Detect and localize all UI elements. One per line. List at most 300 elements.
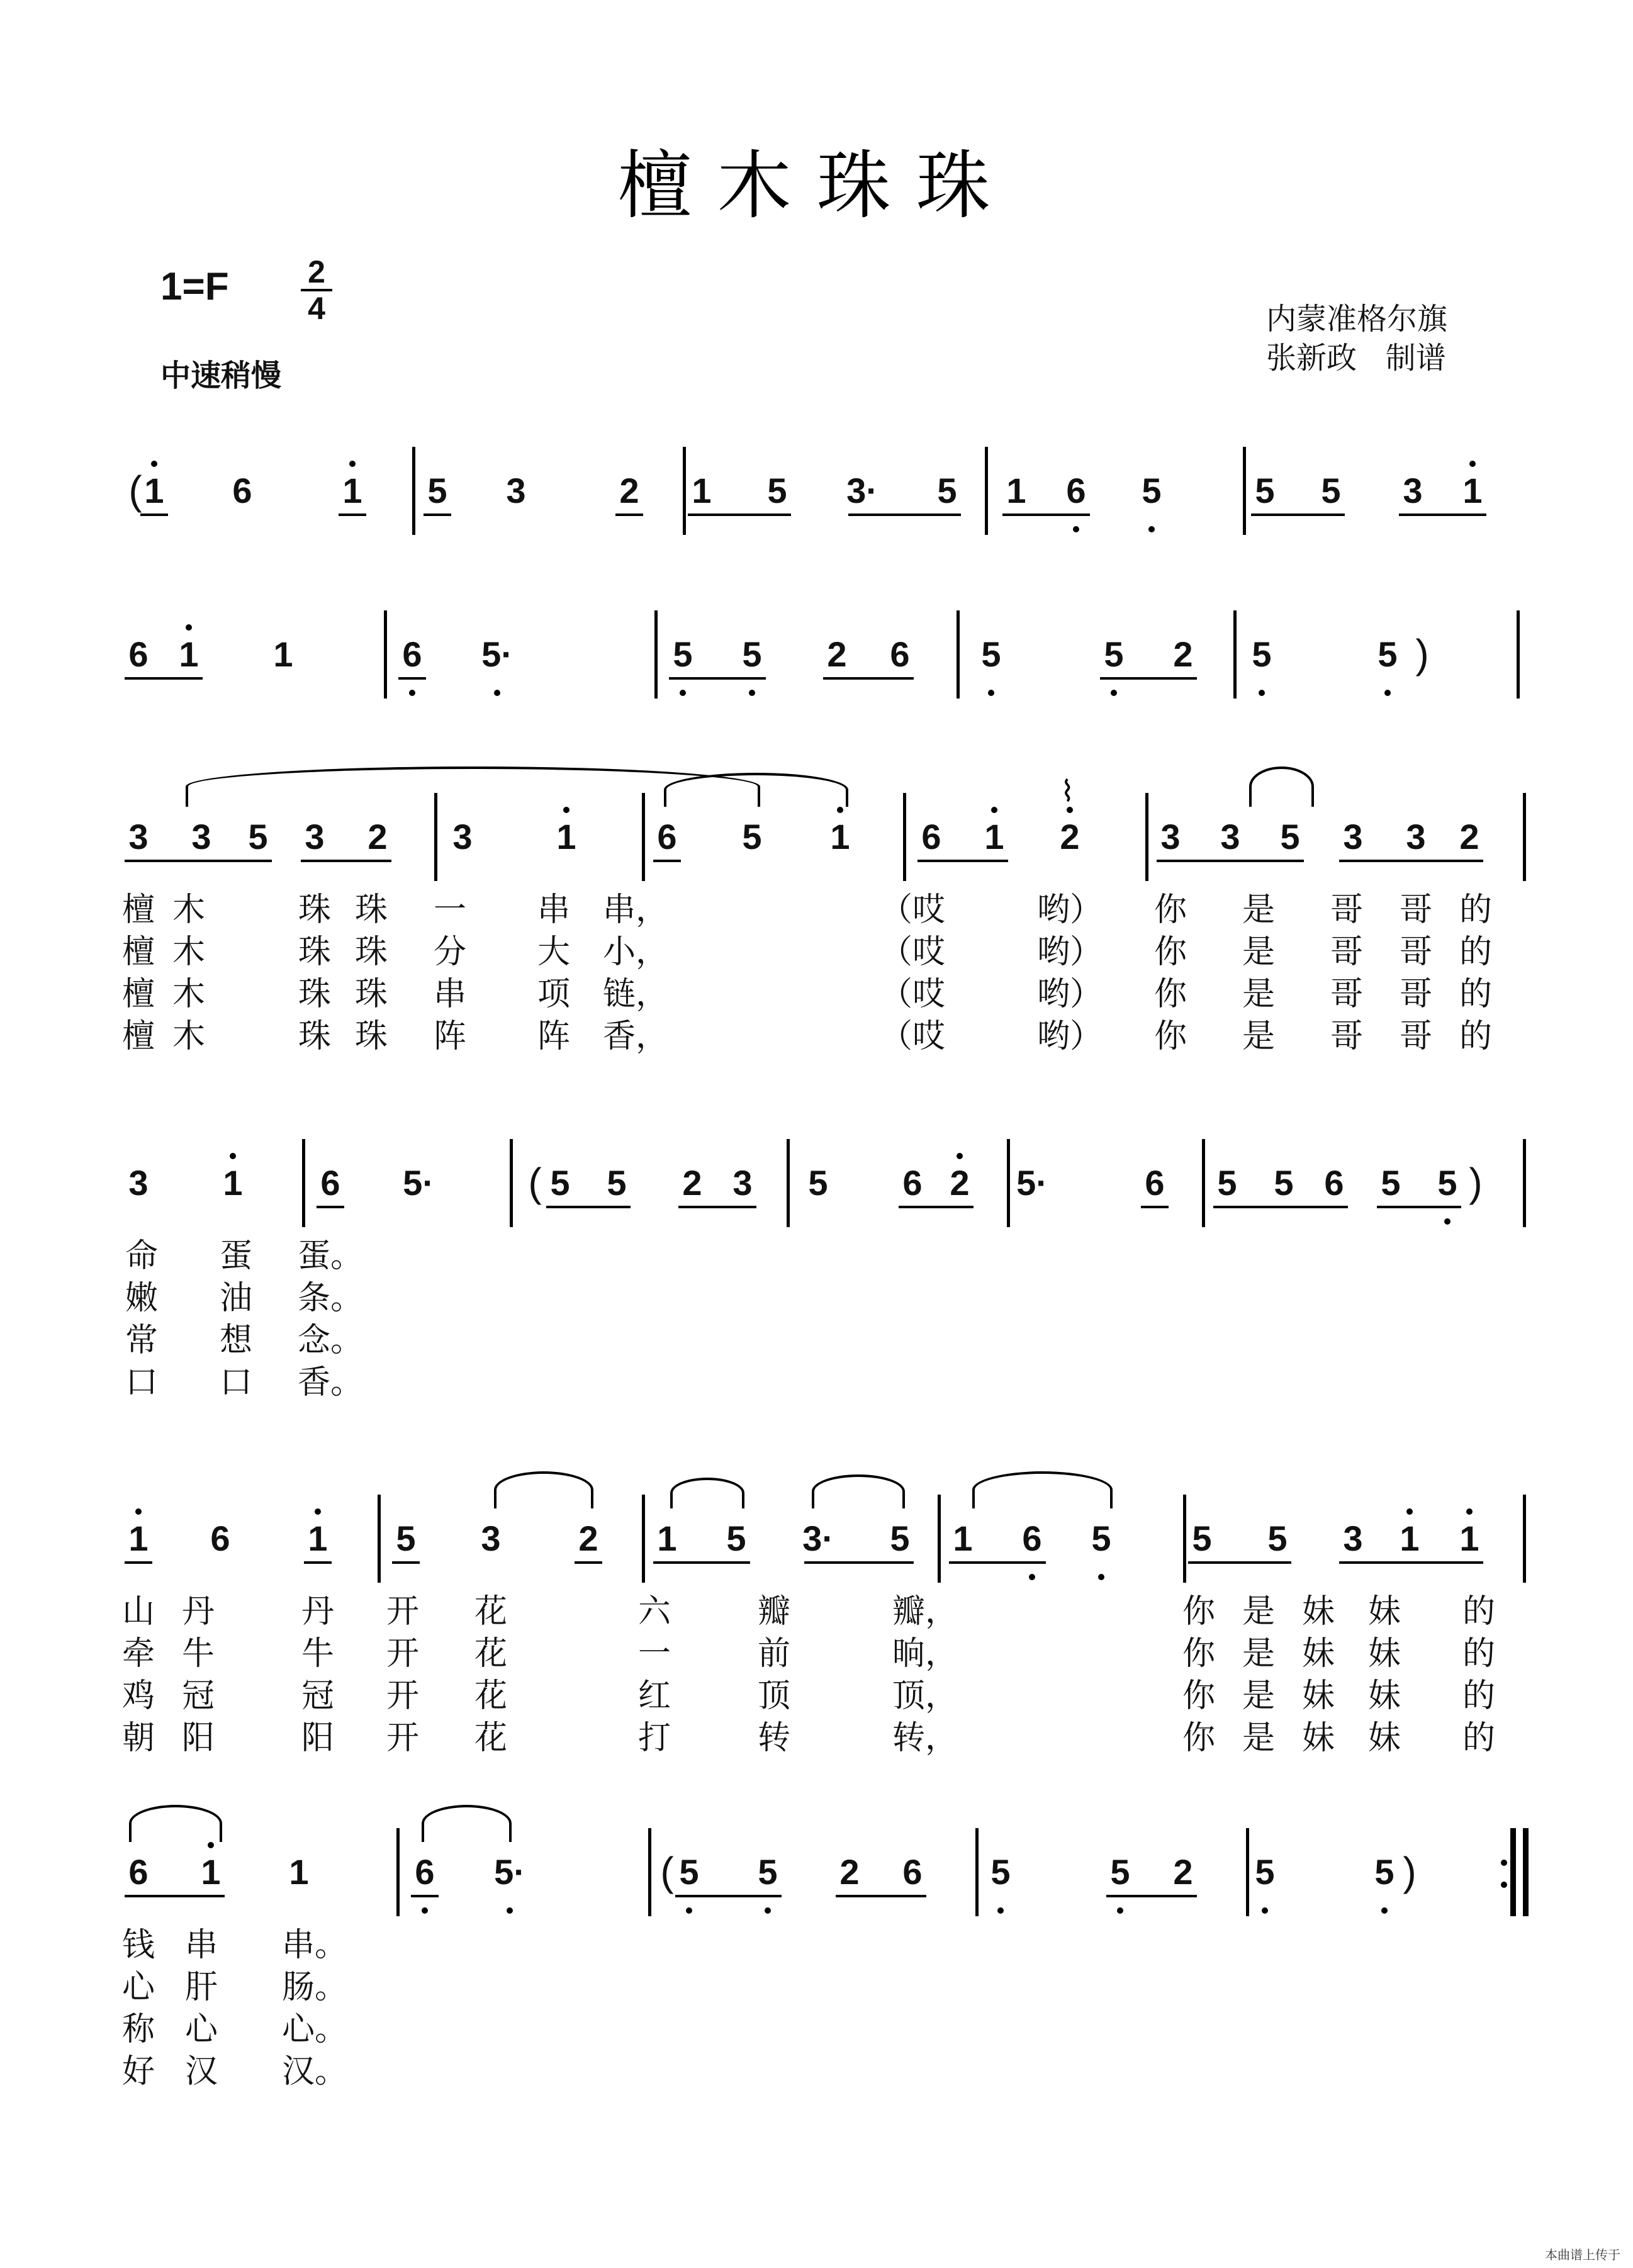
lyric-char: 打 [637, 1719, 671, 1757]
bar-line [1007, 1139, 1010, 1227]
lyric-char: 你 [1153, 933, 1187, 971]
bar-line [1246, 1828, 1249, 1916]
note: 5· [494, 1852, 525, 1892]
note: 1 [273, 634, 293, 674]
slur [494, 1471, 593, 1508]
note: 3 [128, 1163, 149, 1203]
lyric-char: 的 [1459, 975, 1493, 1013]
octave-down-dot [1384, 690, 1391, 696]
lyric-char: 你 [1182, 1635, 1216, 1673]
lyric-char: 肝 [184, 1968, 218, 2006]
beam-underline [1002, 514, 1090, 516]
lyric-char: 项 [537, 975, 571, 1013]
note: 1 [289, 1852, 309, 1892]
note: 5 [1104, 634, 1124, 674]
note: 5· [1016, 1163, 1048, 1203]
lyric-char: 木 [172, 891, 206, 929]
time-top: 2 [308, 254, 325, 289]
key-signature: 1=F [160, 265, 229, 308]
beam-underline [653, 860, 681, 862]
beam-underline [918, 860, 1008, 862]
note: 5· [481, 634, 513, 674]
note: 5 [742, 634, 762, 674]
bar-line [384, 610, 387, 699]
note: 5 [1217, 1163, 1237, 1203]
note: 1 [128, 1519, 149, 1558]
lyric-char: （哎 [879, 891, 946, 929]
beam-underline [669, 677, 766, 680]
beam-underline [125, 1561, 152, 1564]
beam-underline [125, 1895, 225, 1897]
octave-down-dot [1444, 1218, 1451, 1225]
lyric-char: 称 [121, 2011, 155, 2048]
note: 1 [556, 817, 576, 856]
note: 2 [368, 817, 388, 856]
octave-up-dot [837, 807, 843, 813]
lyric-char: 蛋。 [297, 1237, 364, 1275]
note: 3 [732, 1163, 753, 1203]
octave-up-dot [135, 1508, 142, 1515]
beam-underline [398, 677, 426, 680]
note: 6 [1324, 1163, 1344, 1203]
lyric-char: 条。 [297, 1279, 364, 1317]
lyric-char: 的 [1462, 1677, 1496, 1715]
lyric-char: 心 [121, 1968, 155, 2006]
lyric-char: 珠 [354, 891, 388, 929]
lyric-char: 木 [172, 975, 206, 1013]
lyric-char: 妹 [1367, 1677, 1401, 1715]
beam-underline [848, 514, 961, 516]
lyric-char: 哥 [1330, 1018, 1364, 1055]
interlude-paren: ( [528, 1160, 542, 1205]
note: 5 [673, 634, 693, 674]
lyric-char: 一 [433, 891, 467, 929]
octave-down-dot [680, 690, 686, 696]
note: 6 [402, 634, 422, 674]
octave-down-dot [997, 1907, 1004, 1914]
octave-down-dot [749, 690, 755, 696]
beam-underline [301, 860, 391, 862]
lyric-char: 常 [125, 1322, 159, 1359]
octave-up-dot [186, 624, 192, 631]
lyric-char: 阵 [537, 1018, 571, 1055]
lyric-char: 开 [386, 1635, 420, 1673]
note: 6 [210, 1519, 230, 1558]
lyric-char: 嫩 [125, 1279, 159, 1317]
octave-down-dot [1111, 690, 1117, 696]
beam-underline [675, 1895, 782, 1897]
note: 3· [802, 1519, 834, 1558]
lyric-char: 红 [637, 1677, 671, 1715]
note: 6 [1066, 471, 1086, 510]
lyric-char: 是 [1242, 1635, 1276, 1673]
octave-up-dot [1469, 461, 1476, 467]
octave-down-dot [1381, 1907, 1388, 1914]
lyric-char: 丹 [301, 1593, 335, 1631]
lyric-char: 珠 [298, 933, 332, 971]
lyric-char: 串 [433, 975, 467, 1013]
beam-underline [678, 1206, 756, 1208]
note: 2 [1173, 1852, 1193, 1892]
lyric-char: 珠 [298, 891, 332, 929]
note: 5 [427, 471, 447, 510]
bar-line [642, 1495, 645, 1583]
octave-down-dot [409, 690, 415, 696]
note: 5 [726, 1519, 746, 1558]
note: 6 [902, 1852, 923, 1892]
beam-underline [1251, 514, 1345, 516]
note: 6 [657, 817, 677, 856]
note: 1 [223, 1163, 243, 1203]
note: 3 [191, 817, 211, 856]
note: 5 [1255, 1852, 1275, 1892]
note: 2 [827, 634, 847, 674]
octave-up-dot [1406, 1508, 1413, 1515]
lyric-char: 丹 [181, 1593, 215, 1631]
note: 5 [1381, 1163, 1401, 1203]
lyric-char: 汉 [184, 2053, 218, 2091]
lyric-char: 妹 [1367, 1593, 1401, 1631]
lyric-char: 哟） [1036, 975, 1103, 1013]
lyric-char: 珠 [298, 975, 332, 1013]
lyric-char: 木 [172, 933, 206, 971]
beam-underline [899, 1206, 974, 1208]
octave-up-dot [1466, 1508, 1473, 1515]
lyric-char: 大 [537, 933, 571, 971]
beam-underline [823, 677, 914, 680]
beam-underline [1270, 1206, 1348, 1208]
note: 5 [1091, 1519, 1111, 1558]
lyric-char: 的 [1462, 1635, 1496, 1673]
note: 2 [1459, 817, 1479, 856]
octave-down-dot [988, 690, 994, 696]
lyric-char: 哥 [1399, 1018, 1433, 1055]
note: 5 [1378, 634, 1398, 674]
octave-up-dot [957, 1153, 963, 1159]
beam-underline [1402, 860, 1483, 862]
octave-down-dot [1262, 1907, 1268, 1914]
octave-up-dot [563, 807, 570, 813]
lyric-char: 是 [1242, 1018, 1276, 1055]
beam-underline [392, 1561, 420, 1564]
lyric-char: （哎 [879, 975, 946, 1013]
beam-underline [804, 1561, 914, 1564]
repeat-dot [1501, 1860, 1507, 1866]
lyric-char: 哥 [1399, 975, 1433, 1013]
note: 5 [1321, 471, 1341, 510]
note: 5 [396, 1519, 416, 1558]
lyric-char: 的 [1462, 1719, 1496, 1757]
lyric-char: 汉。 [281, 2053, 348, 2091]
lyric-char: 链， [602, 975, 669, 1013]
octave-down-dot [1148, 526, 1155, 532]
credit-origin: 内蒙准格尔旗 [1266, 301, 1448, 337]
note: 2 [578, 1519, 598, 1558]
note: 3 [1220, 817, 1240, 856]
lyric-char: 你 [1153, 975, 1187, 1013]
note: 5 [248, 817, 268, 856]
beam-underline [339, 514, 366, 516]
bar-line [1233, 610, 1237, 699]
slur [972, 1471, 1113, 1508]
lyric-char: 妹 [1301, 1719, 1335, 1757]
interlude-paren: ( [660, 1849, 674, 1894]
note: 1 [692, 471, 712, 510]
note: 5 [767, 471, 787, 510]
bar-line [985, 447, 988, 535]
note: 2 [1060, 817, 1080, 856]
note: 1 [308, 1519, 328, 1558]
beam-underline [424, 514, 451, 516]
note: 6 [921, 817, 941, 856]
footer-text: 本曲谱上传于 [1545, 2247, 1620, 2262]
note: 1 [984, 817, 1004, 856]
lyric-char: （哎 [879, 1018, 946, 1055]
lyric-char: 山 [121, 1593, 155, 1631]
beam-underline [1188, 1561, 1291, 1564]
bar-line [412, 447, 415, 535]
lyric-char: 前 [757, 1635, 791, 1673]
lyric-char: 珠 [298, 1018, 332, 1055]
lyric-char: 哟） [1036, 891, 1103, 929]
note: 5 [679, 1852, 699, 1892]
beam-underline [1456, 1561, 1483, 1564]
interlude-paren: ) [1469, 1160, 1483, 1205]
octave-down-dot [1029, 1574, 1035, 1580]
note: 5 [937, 471, 957, 510]
note: 1 [144, 471, 164, 510]
note: 1 [1459, 1519, 1479, 1558]
note: 3 [1403, 471, 1423, 510]
octave-up-dot [151, 461, 157, 467]
beam-underline [836, 1895, 926, 1897]
lyric-char: 心。 [281, 2011, 348, 2048]
note: 3 [1343, 1519, 1363, 1558]
octave-down-dot [686, 1907, 692, 1914]
octave-up-dot [315, 1508, 321, 1515]
octave-down-dot [1259, 690, 1265, 696]
slur [129, 1805, 222, 1842]
octave-up-dot [349, 461, 356, 467]
octave-up-dot [991, 807, 997, 813]
ornament-icon: ⌇ [1060, 774, 1075, 808]
slur [664, 773, 848, 807]
lyric-char: 口 [125, 1364, 159, 1401]
note: 1 [953, 1519, 973, 1558]
bar-line [787, 1139, 790, 1227]
beam-underline [546, 1206, 631, 1208]
lyric-char: 的 [1459, 933, 1493, 971]
note: 3 [305, 817, 325, 856]
lyric-char: 妹 [1367, 1635, 1401, 1673]
lyric-char: 开 [386, 1677, 420, 1715]
lyric-char: 冠 [301, 1677, 335, 1715]
lyric-char: 念。 [297, 1322, 364, 1359]
lyric-char: 六 [637, 1593, 671, 1631]
beam-underline [317, 1206, 344, 1208]
time-signature [301, 254, 332, 326]
lyric-char: 好 [121, 2053, 155, 2091]
lyric-char: 牛 [181, 1635, 215, 1673]
note: 1 [342, 471, 362, 510]
bar-line [957, 610, 960, 699]
octave-down-dot [1073, 526, 1079, 532]
note: 1 [201, 1852, 221, 1892]
beam-underline [653, 1561, 750, 1564]
lyric-char: 串， [602, 891, 669, 929]
bar-line [1243, 447, 1246, 535]
bar-line [302, 1139, 305, 1227]
music-row [0, 1816, 1633, 1954]
lyric-char: 朝 [121, 1719, 155, 1757]
lyric-char: 哥 [1399, 933, 1433, 971]
lyric-char: 是 [1242, 1677, 1276, 1715]
note: 2 [950, 1163, 970, 1203]
note: 6 [128, 634, 149, 674]
lyric-char: 串 [184, 1926, 218, 1964]
note: 1 [1006, 471, 1026, 510]
lyric-char: 你 [1153, 1018, 1187, 1055]
lyric-char: 香， [602, 1018, 669, 1055]
note: 5 [1142, 471, 1162, 510]
lyric-char: 钱 [121, 1926, 155, 1964]
lyric-char: 花 [474, 1677, 508, 1715]
octave-down-dot [422, 1907, 428, 1914]
bar-line [1183, 1495, 1186, 1583]
note: 5 [607, 1163, 627, 1203]
note: 6 [320, 1163, 340, 1203]
beam-underline [1396, 1561, 1423, 1564]
lyric-char: 哥 [1330, 933, 1364, 971]
lyric-char: 肠。 [281, 1968, 348, 2006]
interlude-paren: ) [1415, 631, 1429, 676]
lyric-char: 你 [1153, 891, 1187, 929]
tempo-marking: 中速稍慢 [160, 358, 282, 393]
note: 6 [902, 1163, 923, 1203]
lyric-char: 阵 [433, 1018, 467, 1055]
music-row [0, 598, 1633, 736]
bar-line [654, 610, 658, 699]
lyric-char: 的 [1459, 1018, 1493, 1055]
lyric-char: 瓣， [892, 1593, 958, 1631]
note: 5 [742, 817, 762, 856]
lyric-char: 花 [474, 1719, 508, 1757]
note: 6 [128, 1852, 149, 1892]
lyric-char: 串 [537, 891, 571, 929]
note: 5 [550, 1163, 570, 1203]
beam-underline [1106, 1895, 1197, 1897]
lyric-char: 香。 [297, 1364, 364, 1401]
lyric-char: 晌， [892, 1635, 958, 1673]
beam-underline [125, 677, 203, 680]
bar-line [1145, 793, 1148, 881]
lyric-char: 檀 [121, 1018, 155, 1055]
lyric-char: 妹 [1301, 1635, 1335, 1673]
note: 1 [830, 817, 850, 856]
repeat-dot [1501, 1882, 1507, 1888]
lyric-char: （哎 [879, 933, 946, 971]
lyric-char: 的 [1462, 1593, 1496, 1631]
music-row [0, 774, 1633, 919]
note: 3 [128, 817, 149, 856]
final-barline [1513, 1828, 1516, 1916]
slur [1249, 766, 1314, 807]
lyric-char: 花 [474, 1635, 508, 1673]
note: 2 [682, 1163, 702, 1203]
beam-underline [1216, 860, 1304, 862]
note: 6 [1022, 1519, 1042, 1558]
note: 5 [1252, 634, 1272, 674]
note: 5 [990, 1852, 1011, 1892]
lyric-char: 珠 [354, 1018, 388, 1055]
lyric-char: 你 [1182, 1677, 1216, 1715]
lyric-char: 是 [1242, 933, 1276, 971]
lyric-char: 开 [386, 1719, 420, 1757]
beam-underline [304, 1561, 332, 1564]
bar-line [683, 447, 686, 535]
lyric-char: 开 [386, 1593, 420, 1631]
octave-down-dot [1098, 1574, 1104, 1580]
bar-line [1202, 1139, 1205, 1227]
lyric-char: 转 [757, 1719, 791, 1757]
lyric-char: 想 [219, 1322, 253, 1359]
lyric-char: 阳 [301, 1719, 335, 1757]
note: 6 [890, 634, 910, 674]
note: 3 [1343, 817, 1363, 856]
lyric-char: 命 [125, 1237, 159, 1275]
note: 1 [179, 634, 199, 674]
note: 1 [1400, 1519, 1420, 1558]
beam-underline [1141, 1206, 1169, 1208]
note: 5 [1437, 1163, 1457, 1203]
bar-line [378, 1495, 381, 1583]
note: 3· [846, 471, 878, 510]
lyric-char: 是 [1242, 1719, 1276, 1757]
beam-underline [949, 1561, 1046, 1564]
lyric-char: 你 [1182, 1719, 1216, 1757]
lyric-char: 油 [219, 1279, 253, 1317]
lyric-char: 顶， [892, 1677, 958, 1715]
lyric-char: 牛 [301, 1635, 335, 1673]
lyric-char: 瓣 [757, 1593, 791, 1631]
lyric-char: 檀 [121, 891, 155, 929]
beam-underline [1100, 677, 1197, 680]
lyric-char: 心 [184, 2011, 218, 2048]
lyric-char: 哟） [1036, 1018, 1103, 1055]
octave-up-dot [208, 1842, 214, 1848]
lyric-char: 小， [602, 933, 669, 971]
note: 5 [1267, 1519, 1288, 1558]
note: 5 [981, 634, 1001, 674]
note: 1 [1462, 471, 1483, 510]
note: 2 [839, 1852, 860, 1892]
note: 3 [1160, 817, 1181, 856]
octave-up-dot [230, 1153, 236, 1159]
interlude-paren: ( [128, 468, 142, 513]
music-row [0, 434, 1633, 573]
bar-line [1517, 610, 1520, 699]
lyric-char: 哥 [1330, 891, 1364, 929]
lyric-char: 哥 [1330, 975, 1364, 1013]
beam-underline [140, 514, 168, 516]
lyric-char: 是 [1242, 975, 1276, 1013]
lyric-char: 珠 [354, 933, 388, 971]
lyric-char: 花 [474, 1593, 508, 1631]
note: 5 [1374, 1852, 1395, 1892]
note: 5 [1274, 1163, 1294, 1203]
bar-line [648, 1828, 651, 1916]
beam-underline [411, 1895, 439, 1897]
